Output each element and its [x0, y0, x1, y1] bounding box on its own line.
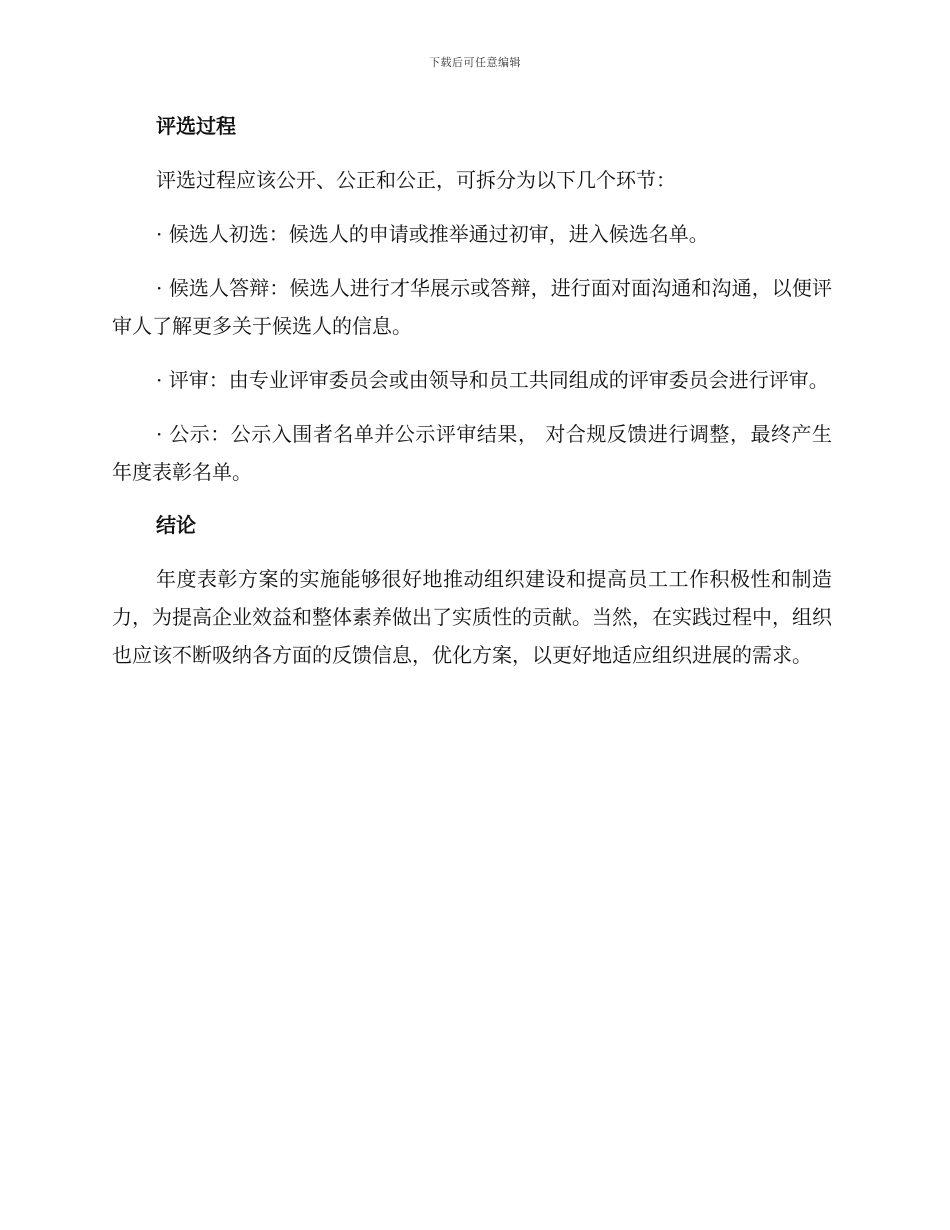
section-conclusion — [112, 507, 832, 674]
paragraph: · 评审：由专业评审委员会或由领导和员工共同组成的评审委员会进行评审。 — [156, 368, 829, 392]
section-heading: 结论 — [156, 513, 196, 537]
paragraph: · 候选人初选：候选人的申请或推举通过初审，进入候选名单。 — [156, 222, 709, 246]
document-body — [112, 108, 832, 690]
section-heading: 评选过程 — [156, 114, 236, 138]
section-selection-process — [112, 108, 832, 491]
paragraph: 评选过程应该公开、公正和公正，可拆分为以下几个环节： — [156, 168, 676, 192]
paragraph: 年度表彰方案的实施能够很好地推动组织建设和提高员工工作积极性和制造力，为提高企业效益和整体素养做出了实质性的贡献。当然，在实践过程中，组织也应该不断吸纳各方面的反馈信息，优化方案，以更好地适应组织进展的需求。 — [112, 567, 832, 667]
paragraph: · 公示：公示入围者名单并公示评审结果， 对合规反馈进行调整，最终产生年度表彰名单。 — [112, 422, 832, 484]
page-header: 下载后可任意编辑 — [429, 56, 521, 69]
paragraph: · 候选人答辩：候选人进行才华展示或答辩，进行面对面沟通和沟通，以便评审人了解更多关于候选人的信息。 — [112, 276, 832, 338]
